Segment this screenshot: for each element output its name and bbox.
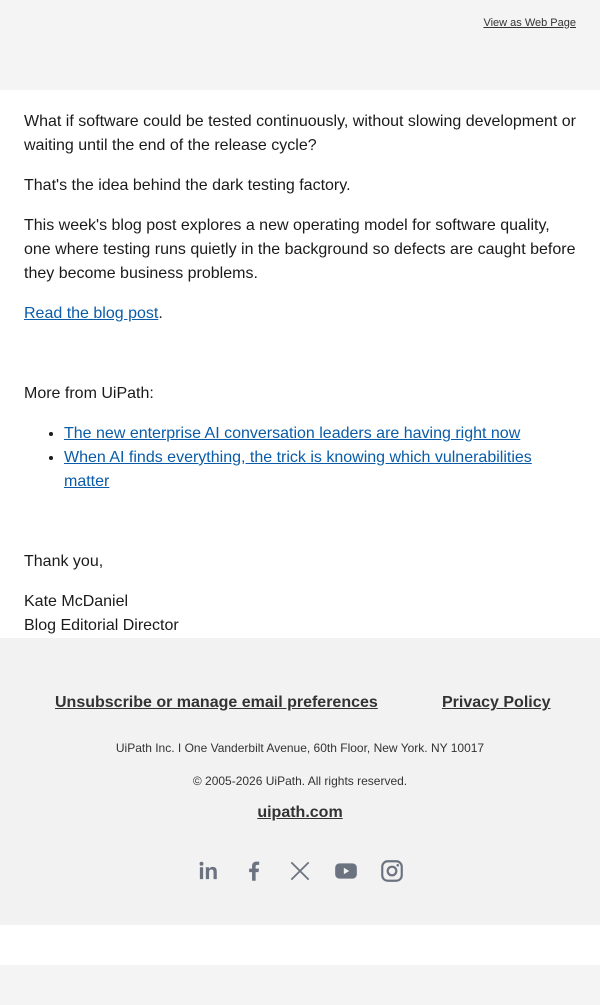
list-item [64,422,576,446]
thanks: Thank you, [24,553,104,570]
x-icon[interactable] [287,858,313,884]
top-bar [0,0,600,90]
list-item [64,446,576,494]
signature-title: Blog Editorial Director [24,617,179,634]
footer [0,638,600,925]
view-as-web-page-link[interactable]: View as Web Page [483,17,576,29]
website-link[interactable]: uipath.com [257,804,343,821]
more-link-1[interactable]: The new enterprise AI conversation leaders are having right now [64,425,521,442]
idea-paragraph: That's the idea behind the dark testing factory. [24,177,351,194]
linkedin-icon[interactable] [195,858,221,884]
read-line [24,302,576,326]
social-icons [0,858,600,884]
youtube-icon[interactable] [333,858,359,884]
more-title: More from UiPath: [24,385,154,402]
privacy-policy-link[interactable]: Privacy Policy [442,694,551,711]
intro-paragraph: What if software could be tested continuously, without slowing development or waiting until the end of the release cycle? [24,113,576,154]
bottom-spacer [0,925,600,965]
email-body [0,90,600,638]
more-link-2[interactable]: When AI finds everything, the trick is knowing which vulnerabilities matter [64,449,532,490]
instagram-icon[interactable] [379,858,405,884]
unsubscribe-link[interactable]: Unsubscribe or manage email preferences [55,694,378,711]
blog-description: This week's blog post explores a new operating model for software quality, one where testing runs quietly in the background so defects are caught before they become business problems. [24,217,576,282]
more-list [24,422,576,494]
signature [24,590,576,638]
company-address: UiPath Inc. I One Vanderbilt Avenue, 60th Floor, New York. NY 10017 [115,741,485,755]
copyright: © 2005-2026 UiPath. All rights reserved. [192,774,408,788]
website [0,804,600,822]
facebook-icon[interactable] [241,858,267,884]
read-suffix: . [158,305,163,322]
read-blog-post-link[interactable]: Read the blog post [24,305,159,322]
signature-name: Kate McDaniel [24,593,129,610]
